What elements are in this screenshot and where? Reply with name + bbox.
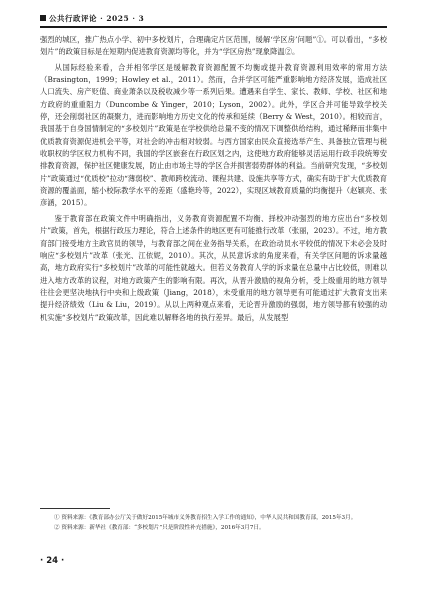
journal-header-text: 公共行政评论 · 2025 · 3 xyxy=(49,14,145,23)
footnote-1: ① 资料来源：《教育部办公厅关于做好2015年城市义务教育招生入学工作的通知》，中华人民共和国教育部，2015年3月。 xyxy=(54,515,357,521)
footnote-2: ② 资料来源：新华社《教育部：“多校划片”只是阶段性补充措施》，2016年3月7日。 xyxy=(54,525,265,531)
body-paragraph: 鉴于教育部在政策文件中明确指出，义务教育资源配置不均衡、择校冲动强烈的地方应出台“多校划片”政策，首先，根据行政压力理论，符合上述条件的地区更有可能推行改革（张丽，2023）。不过，地方教育部门接受地方主政官员的领导，与教育部之间在业务指导关系，在政治动员水平较低的情况下未必会及时响应“多校划片”改革（张光、江依妮，2010）。其次，从民意诉求的角度来看，有关学区问题的诉求量越高，地方政府实行“多校划片”改革的可能性就越大。但若义务教育人学的诉求量在总量中占比较低，则难以进入地方改革的议程，对地方政策产生的影响有限。再次，从晋升激励的视角分析，受上级重用的地方领导往往会更坚决地执行中央和上级政策（Jiang，2018），未受重用的地方领导更有可能通过扩大教育支出来提升经济绩效（Liu & Liu，2019）。从以上两种观点来看，无论晋升激励的强弱，地方领导都有较强的动机实施“多校划片”政策改革，因此难以解释各地的执行差异。最后，从发展型 xyxy=(40,213,388,322)
running-header xyxy=(40,13,144,24)
footnote-rule xyxy=(40,508,110,509)
footnotes xyxy=(40,514,387,533)
square-bullet-icon xyxy=(40,15,46,21)
page-number: · 24 · xyxy=(40,556,65,566)
article-body xyxy=(40,34,387,327)
body-paragraph: 强烈的城区，推广热点小学、初中多校划片，合理确定片区范围，缓解‘学区房’问题”①。可以看出，“多校划片”的政策目标是在短期内促进教育资源均等化，并为“学区房热”现象降温②。 xyxy=(40,35,387,57)
body-paragraph: 从国际经验来看，合并相邻学区是缓解教育资源配置不均衡或提升教育资源利用效率的常用方法（Brasington，1999；Howley et al.，2011）。然而，合并学区可能严重影响地方经济发展，造成社区人口流失、房产贬值、商业萧条以及税收减少等一系列后果。遭遇来自学生、家长、教师、学校、社区和地方政府的重重阻力（Duncombe & Yinger，2010；Lyson，2002）。此外，学区合并可能导致学校关停，还会削弱社区的凝聚力，进而影响地方历史文化的传承和延续（Berry & West，2010）。相较而言，我国基于自身国情制定的“多校划片”政策是在学校供给总量不变的情况下调整供给结构，通过稀释而非集中优质教育资源促进机会平等，对社会的冲击相对较弱。与西方国家由民众直接选举产生、具备独立管理与税收职权的学区权力机构不同，我国的学区嵌套在行政区划之内，这使地方政府能够灵活运用行政手段统筹安排教育资源，保护社区健康发展，防止由市场主导的学区合并损害弱势群体的利益。当前研究发现，“多校划片”政策通过“优质校”拉动“薄弱校”、教师跨校流动、课程共建、设施共享等方式，确实有助于扩大优质教育资源的覆盖面，缩小校际教学水平的差距（盛艳玲等，2022），实现区域教育质量的均衡提升（赵颖亮、张彦涵，2015）。 xyxy=(40,62,388,208)
header-rule xyxy=(40,26,387,28)
